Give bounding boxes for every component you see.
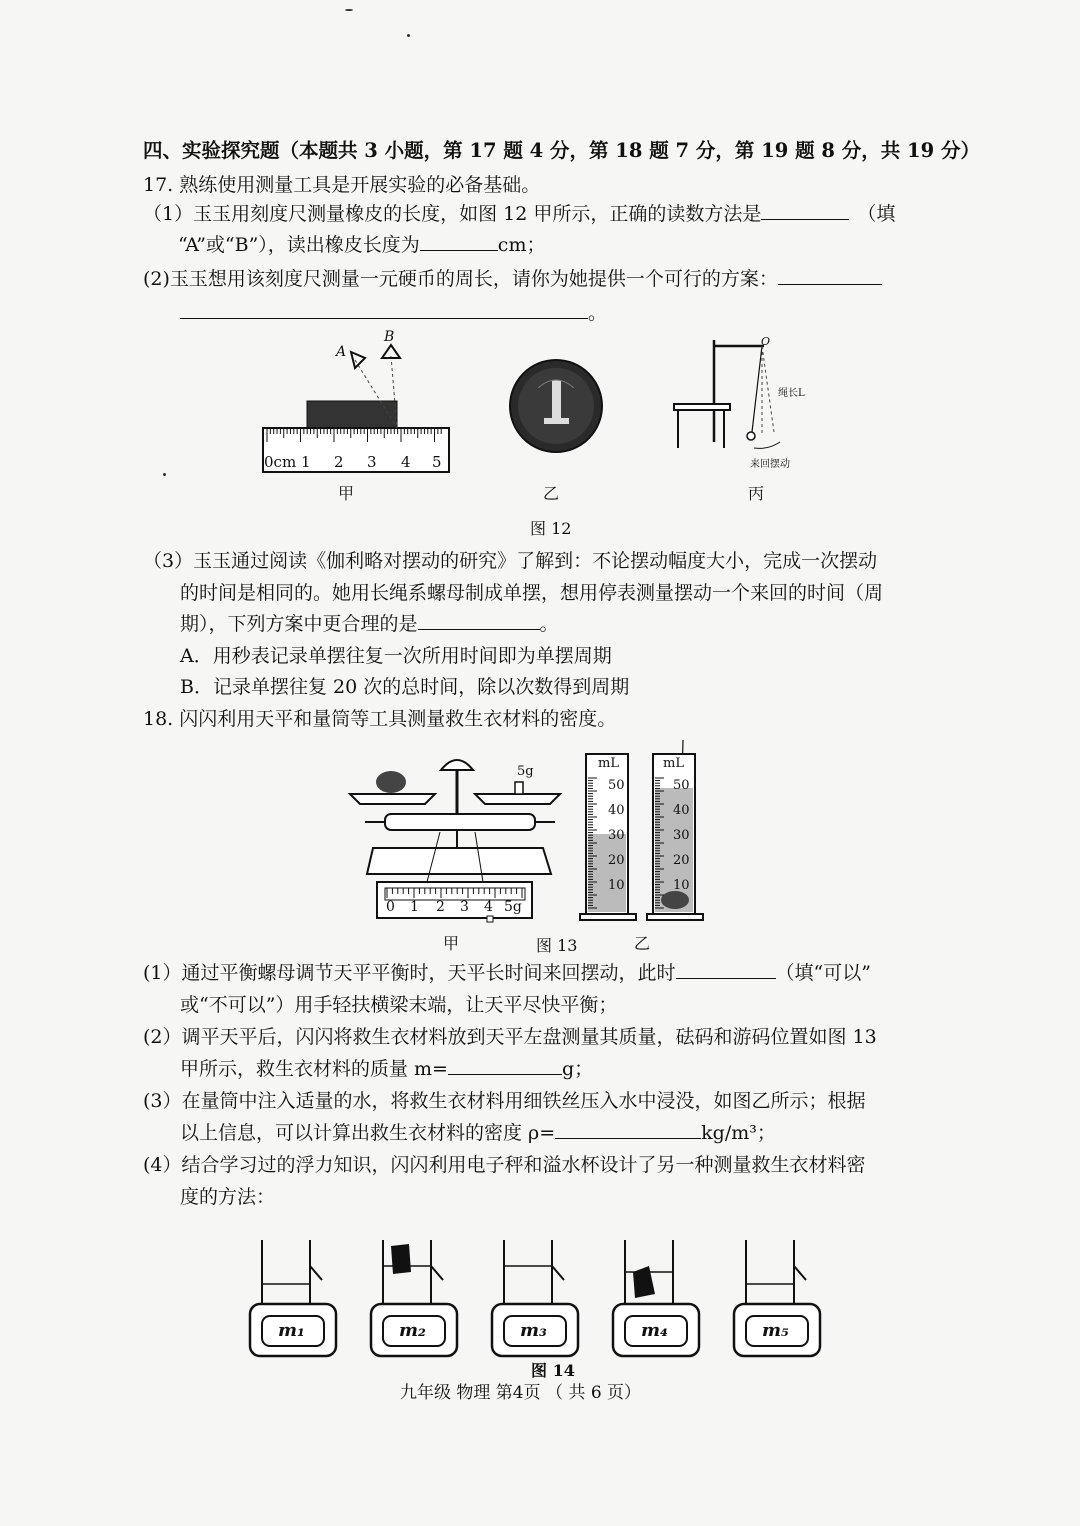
cyl-unit: mL <box>598 756 619 771</box>
q18-part1-line2: 或“不可以”）用手轻扶横梁末端，让天平尽快平衡； <box>180 994 618 1016</box>
q18-p2-blank-mass[interactable] <box>448 1056 562 1075</box>
material-sample <box>376 771 406 793</box>
string <box>752 346 762 432</box>
cyl-label: 20 <box>608 853 625 868</box>
fig14-scale-3 <box>490 1236 586 1360</box>
q17-p1-blank-method[interactable] <box>761 201 849 220</box>
fig13-caption: 图 13 <box>536 936 578 955</box>
q18-p3-blank-density[interactable] <box>555 1120 701 1139</box>
scan-speck <box>345 9 353 11</box>
mass-label-m3: m₃ <box>520 1320 547 1341</box>
q18-stem: 18. 闪闪利用天平和量筒等工具测量救生衣材料的密度。 <box>143 708 617 730</box>
fig14-scale-5 <box>732 1236 828 1360</box>
scale-label: 1 <box>410 899 419 915</box>
fig14-caption: 图 14 <box>531 1361 575 1380</box>
scale-drawing <box>369 1236 465 1360</box>
cyl-unit: mL <box>663 756 684 771</box>
q18-part4-line2: 度的方法： <box>180 1186 276 1208</box>
cyl-label: 40 <box>673 803 690 818</box>
scan-speck <box>163 473 166 476</box>
q17-p1-text-b: （填 <box>857 203 896 225</box>
q18-p1-blank[interactable] <box>676 960 776 979</box>
bob <box>747 432 755 440</box>
ruler-label: 2 <box>334 453 344 471</box>
q17-part3-line3 <box>180 611 559 637</box>
q18-part2-line1: (2）调平天平后，闪闪将救生衣材料放到天平左盘测量其质量，砝码和游码位置如图 13 <box>143 1026 877 1048</box>
fig14-scale-2 <box>369 1236 465 1360</box>
q18-part4-line1: (4）结合学习过的浮力知识，闪闪利用电子秤和溢水杯设计了另一种测量救生衣材料密 <box>143 1154 866 1176</box>
eye-a-icon <box>351 352 365 368</box>
fig13-sub-jia: 甲 <box>443 934 460 953</box>
q17-p2-text: (2)玉玉想用该刻度尺测量一元硬币的周长，请你为她提供一个可行的方案： <box>143 268 778 290</box>
rider <box>487 916 493 922</box>
page-footer: 九年级 物理 第4页 （ 共 6 页） <box>400 1383 642 1403</box>
scale-drawing <box>732 1236 828 1360</box>
ruler-label: 1 <box>301 453 311 471</box>
q18-p2-text-b: 甲所示，救生衣材料的质量 m= <box>180 1058 448 1080</box>
cyl-label: 50 <box>608 778 625 793</box>
q17-p1-text-d: cm； <box>497 234 546 256</box>
q17-p3-blank[interactable] <box>418 611 540 630</box>
cyl-label: 50 <box>673 778 690 793</box>
dial <box>441 760 473 770</box>
q17-part1-line2 <box>178 232 545 258</box>
cyl-label: 20 <box>673 853 690 868</box>
table <box>674 404 730 410</box>
fig12-coin <box>508 358 604 454</box>
q17-p1-blank-length[interactable] <box>420 232 498 251</box>
q17-stem: 17. 熟练使用测量工具是开展实验的必备基础。 <box>143 174 541 196</box>
cyl-label: 10 <box>608 878 625 893</box>
beam <box>385 814 535 830</box>
q17-p2-blank-a[interactable] <box>778 266 882 285</box>
scale-drawing <box>248 1236 344 1360</box>
fig12-sub-yi: 乙 <box>543 484 560 503</box>
material-sample <box>633 1266 655 1298</box>
base <box>367 848 551 874</box>
weight-5g <box>515 782 523 794</box>
cyl-label: 10 <box>673 878 690 893</box>
scale-drawing <box>611 1236 707 1360</box>
q17-p3-end: 。 <box>539 613 559 635</box>
q18-p1-text-a: (1）通过平衡螺母调节天平平衡时，天平长时间来回摆动，此时 <box>143 962 676 984</box>
fig12-eye-b-label: B <box>384 329 395 345</box>
mass-label-m5: m₅ <box>762 1320 789 1341</box>
q18-p3-text-c: kg/m³； <box>701 1122 776 1144</box>
cyl-label: 30 <box>673 828 690 843</box>
fig13-sub-yi: 乙 <box>634 934 651 953</box>
ruler-label: 3 <box>367 453 377 471</box>
q17-p2-blank-b[interactable] <box>180 300 588 319</box>
scale-label: 2 <box>436 899 445 915</box>
q17-part3-line1: （3）玉玉通过阅读《伽利略对摆动的研究》了解到：不论摆动幅度大小，完成一次摆动 <box>143 550 878 572</box>
scale-label: 4 <box>484 899 493 915</box>
fig13-cyl2-labels <box>661 755 690 898</box>
fig13-balance <box>345 740 570 925</box>
q17-p2-end: 。 <box>588 302 608 324</box>
fig13-cyl1-labels <box>596 755 625 898</box>
fig12-pivot-label: O <box>761 335 771 348</box>
section-title: 四、实验探究题（本题共 3 小题，第 17 题 4 分，第 18 题 7 分，第 19 题 8 分，共 19 分） <box>143 139 980 162</box>
fig12-sub-jia: 甲 <box>338 484 355 503</box>
ruler-label: 4 <box>401 453 411 471</box>
eraser <box>307 401 397 428</box>
fig12-string-label: 绳长L <box>778 388 805 399</box>
scale-label: 0 <box>386 899 395 915</box>
fig12-sub-bing: 丙 <box>748 484 765 503</box>
fig13-weight-label: 5g <box>517 764 534 779</box>
fig12-eye-a-label: A <box>336 344 347 360</box>
left-pan <box>350 794 435 804</box>
cyl-label: 40 <box>608 803 625 818</box>
fig14-scale-1 <box>248 1236 344 1360</box>
ruler-label: 0cm <box>264 453 297 471</box>
q18-part3-line2 <box>180 1120 776 1146</box>
material-sample <box>391 1244 411 1274</box>
q17-option-b: B．记录单摆往复 20 次的总时间，除以次数得到周期 <box>180 676 630 698</box>
q18-p1-text-b: （填“可以” <box>775 962 871 984</box>
scan-speck <box>407 34 410 37</box>
scale-label: 5g <box>504 899 522 915</box>
mass-label-m2: m₂ <box>399 1320 426 1341</box>
q17-p1-text-c: “A”或“B”），读出橡皮长度为 <box>178 234 420 256</box>
q17-p1-text-a: （1）玉玉用刻度尺测量橡皮的长度，如图 12 甲所示，正确的读数方法是 <box>143 203 762 225</box>
q18-part3-line1: (3）在量筒中注入适量的水，将救生衣材料用细铁丝压入水中浸没，如图乙所示；根据 <box>143 1090 866 1112</box>
scale-drawing <box>490 1236 586 1360</box>
cyl-label: 30 <box>608 828 625 843</box>
q18-part2-line2 <box>180 1056 593 1082</box>
fig12-swing-label: 来回摆动 <box>750 459 790 470</box>
fig14-scale-4 <box>611 1236 707 1360</box>
mass-label-m4: m₄ <box>641 1320 668 1341</box>
q17-part3-line2: 的时间是相同的。她用长绳系螺母制成单摆，想用停表测量摆动一个来回的时间（周 <box>180 582 884 604</box>
ruler-label: 5 <box>432 453 442 471</box>
q17-part2-line2 <box>180 300 607 326</box>
q17-part2-line1 <box>143 266 882 292</box>
scale-label: 3 <box>460 899 469 915</box>
q17-p3-text-c: 期），下列方案中更合理的是 <box>180 613 418 635</box>
right-pan <box>475 794 560 804</box>
q17-option-a: A．用秒表记录单摆往复一次所用时间即为单摆周期 <box>180 645 612 667</box>
q17-part1-line1 <box>143 201 895 227</box>
q18-p2-text-c: g； <box>561 1058 594 1080</box>
mass-label-m1: m₁ <box>278 1320 305 1341</box>
q18-part1-line1 <box>143 960 871 986</box>
q18-p3-text-b: 以上信息，可以计算出救生衣材料的密度 ρ= <box>180 1122 556 1144</box>
fig12-caption: 图 12 <box>530 519 572 538</box>
